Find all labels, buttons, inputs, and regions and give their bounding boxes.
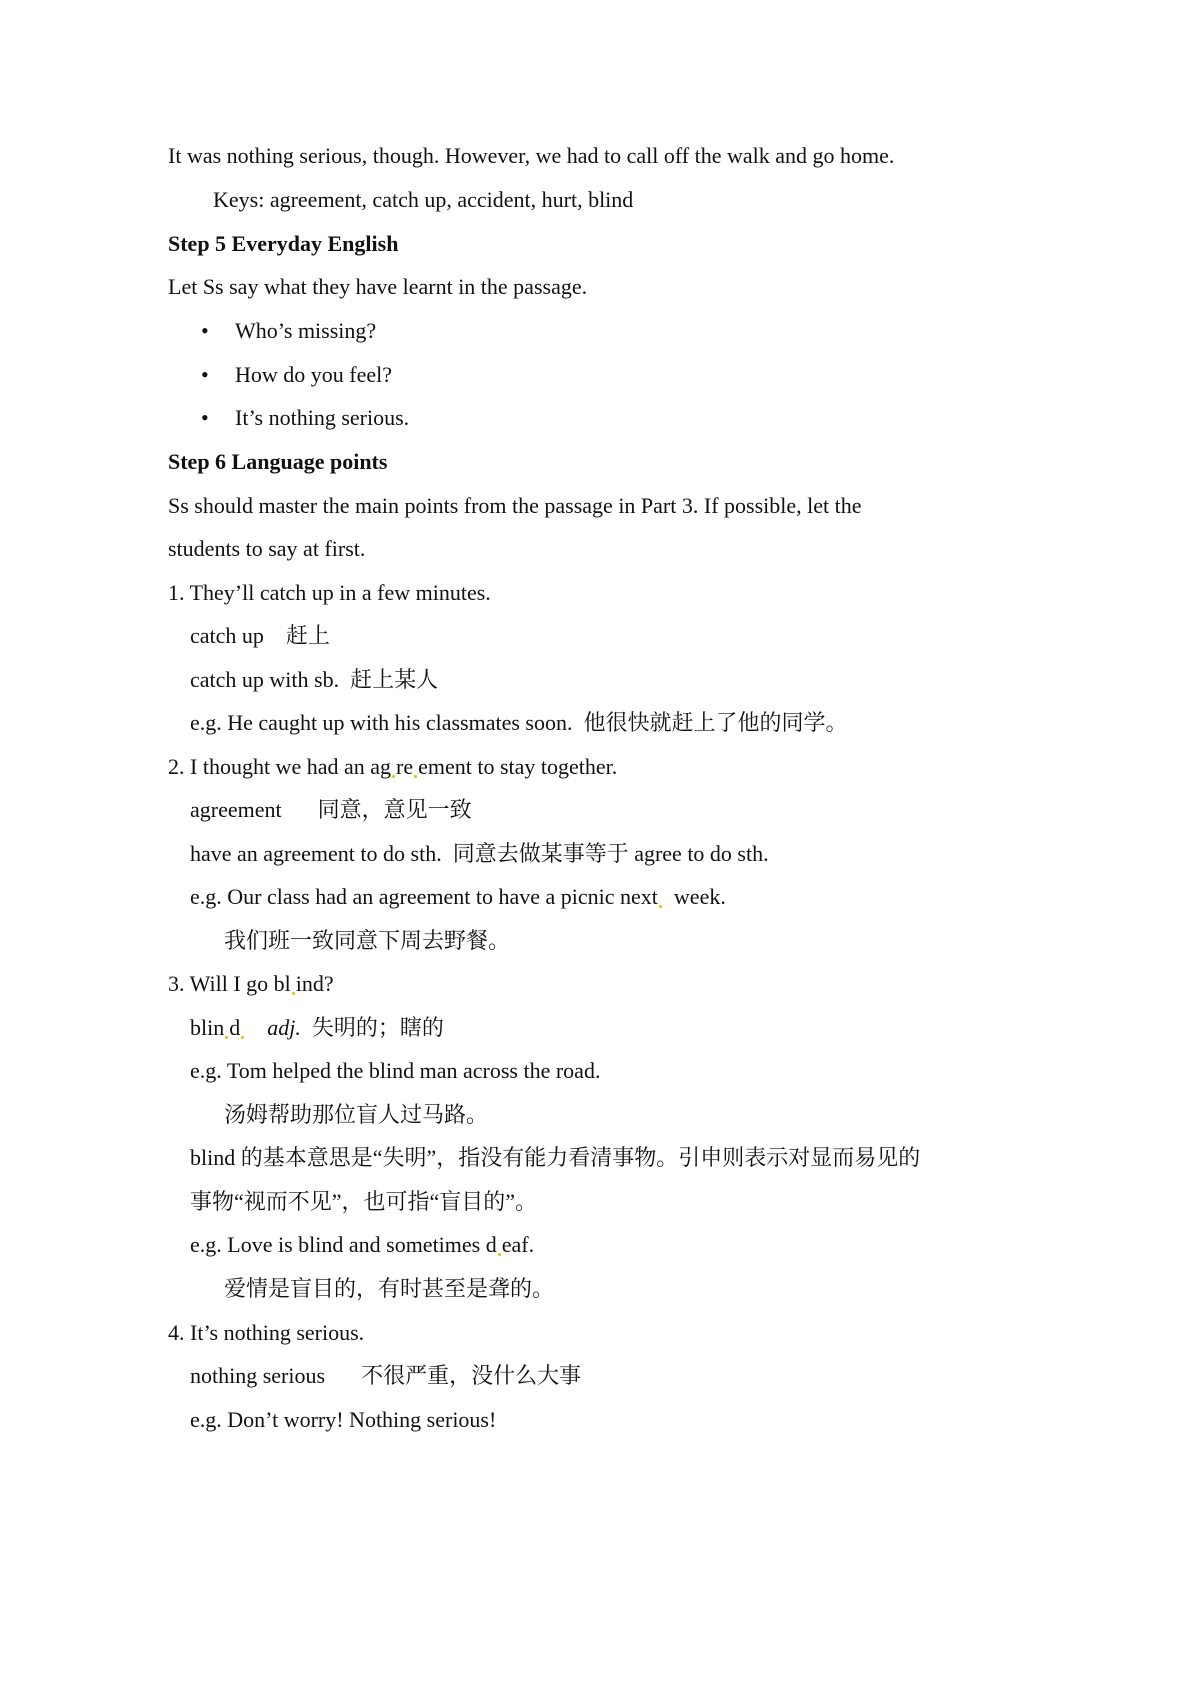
point-3-example-1: e.g. Tom helped the blind man across the road. [190, 1058, 601, 1083]
example-text: e.g. He caught up with his classmates soon. [190, 710, 573, 735]
bullet-text: It’s nothing serious. [235, 405, 410, 430]
sentence-part: ind? [295, 971, 334, 996]
term-translation: 同意，意见一致 [317, 797, 472, 822]
point-4-sentence: 4. It’s nothing serious. [168, 1320, 365, 1345]
point-2-example [190, 882, 726, 912]
point-1-term1 [190, 621, 330, 651]
step5-instruction: Let Ss say what they have learnt in the passage. [168, 274, 588, 299]
point-2-term1 [190, 795, 472, 825]
point-3-sentence [168, 969, 334, 999]
term: have an agreement to do sth. [190, 841, 442, 866]
bullet-text: How do you feel? [235, 362, 393, 387]
point-3-term [190, 1013, 444, 1043]
term: agreement [190, 797, 282, 822]
step6-intro-line2: students to say at first. [168, 536, 366, 561]
example-text: e.g. Love is blind and sometimes d [190, 1232, 497, 1257]
sentence-part: ement to stay together. [418, 754, 618, 779]
bullet-marker: • [201, 362, 209, 387]
annotation-mark [414, 775, 417, 778]
annotation-mark [241, 1036, 244, 1039]
sentence-part: 3. Will I go bl [168, 971, 291, 996]
bullet-marker: • [201, 405, 209, 430]
annotation-mark [292, 992, 295, 995]
point-3-example-2 [190, 1230, 534, 1260]
bullet-marker: • [201, 318, 209, 343]
point-2-example-translation: 我们班一致同意下周去野餐。 [224, 928, 511, 953]
point-1-term2 [190, 665, 438, 695]
point-3-note-line1: blind 的基本意思是“失明”，指没有能力看清事物。引申则表示对显而易见的 [190, 1145, 921, 1170]
term-translation: 赶上某人 [350, 667, 439, 692]
keys-line: Keys: agreement, catch up, accident, hurt, blind [213, 187, 634, 212]
term: d [229, 1015, 241, 1040]
point-3-note-line2: 事物“视而不见”，也可指“盲目的”。 [190, 1189, 538, 1214]
term-translation: 不很严重，没什么大事 [361, 1363, 582, 1388]
annotation-mark [225, 1036, 228, 1039]
step6-heading: Step 6 Language points [168, 449, 388, 474]
example-translation: 他很快就赶上了他的同学。 [583, 710, 848, 735]
point-4-example: e.g. Don’t worry! Nothing serious! [190, 1407, 497, 1432]
example-text: e.g. Our class had an agreement to have a picnic next [190, 884, 658, 909]
example-text: eaf. [501, 1232, 535, 1257]
annotation-mark [498, 1253, 501, 1256]
term-translation: 失明的；瞎的 [311, 1015, 444, 1040]
point-1-sentence: 1. They’ll catch up in a few minutes. [168, 580, 491, 605]
term: catch up [190, 623, 264, 648]
annotation-mark [659, 905, 662, 908]
example-text: week. [673, 884, 726, 909]
sentence-part: 2. I thought we had an ag [168, 754, 391, 779]
part-of-speech: adj. [267, 1015, 301, 1040]
intro-line: It was nothing serious, though. However, we had to call off the walk and go home. [168, 143, 895, 168]
point-1-example [190, 708, 848, 738]
term: catch up with sb. [190, 667, 340, 692]
term-translation: 同意去做某事等于 agree to do sth. [452, 841, 769, 866]
term-translation: 赶上 [285, 623, 330, 648]
point-4-term [190, 1361, 581, 1391]
sentence-part: re [396, 754, 414, 779]
bullet-text: Who’s missing? [235, 318, 377, 343]
annotation-mark [392, 775, 395, 778]
point-3-example-1-translation: 汤姆帮助那位盲人过马路。 [224, 1102, 489, 1127]
step6-intro-line1: Ss should master the main points from the passage in Part 3. If possible, let the [168, 493, 862, 518]
term: blin [190, 1015, 225, 1040]
point-3-example-2-translation: 爱情是盲目的，有时甚至是聋的。 [224, 1276, 555, 1301]
point-2-term2 [190, 839, 769, 869]
point-2-sentence [168, 752, 617, 782]
step5-heading: Step 5 Everyday English [168, 231, 399, 256]
term: nothing serious [190, 1363, 326, 1388]
